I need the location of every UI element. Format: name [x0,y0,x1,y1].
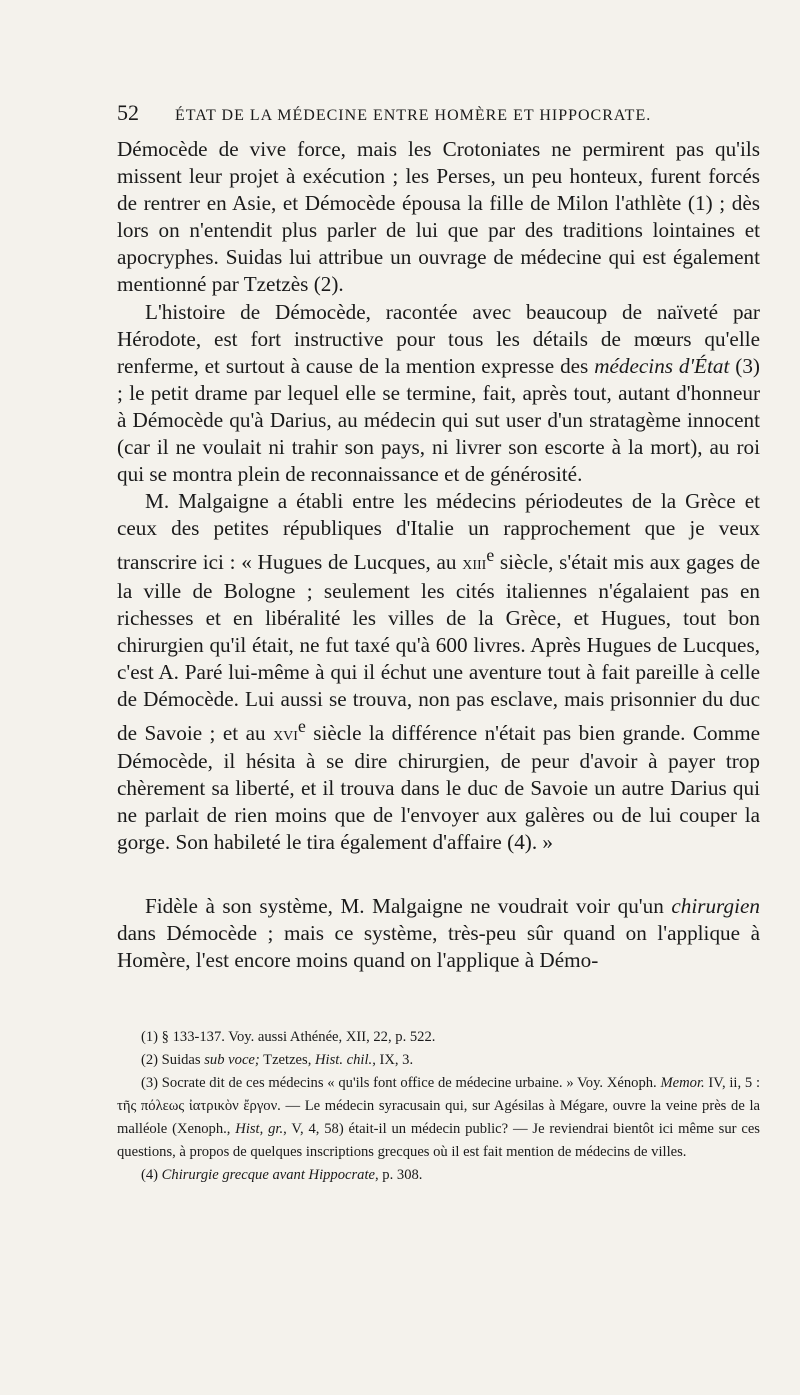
footnote-3-italic-2: Hist, gr. [235,1120,284,1137]
paragraph-4-text-a: Fidèle à son système, M. Malgaigne ne voudrait voir qu'un [145,893,672,918]
footnotes [117,1026,760,1187]
paragraph-4-italic: chirurgien [671,893,760,918]
page-number: 52 [117,100,139,125]
running-title: ÉTAT DE LA MÉDECINE ENTRE HOMÈRE ET HIPPOCRATE. [175,107,652,124]
footnote-3 [117,1072,760,1164]
footnote-4 [117,1164,760,1187]
footnote-1: (1) § 133-137. Voy. aussi Athénée, XII, 22, p. 522. [141,1028,436,1045]
paragraph-3-text-b: siècle, s'était mis aux gages de la ville de Bologne ; seulement les cités italiennes n'égalaient pas en richesses et en libéralité les villes de la Grèce, et Hugues, tout bon chirurgien qu'il était, ne fut taxé qu'à 600 livres. Après Hugues de Lucques, c'est A. Paré lui-même à qui il échut une aventure tout à fait pareille à celle de Démocède. Lui aussi se trouva, non pas esclave, mais prisonnier du duc de Savoie ; et au [117,550,760,746]
paragraph-2-italic: médecins d'État [594,353,730,378]
body-text [117,136,760,974]
footnote-3-text-b: IV, ii, 5 : τῆς πόλεως ἰατρικὸν ἔργον. — Le médecin syracusain qui, sur Agésilas à Mégare, ouvre la veine près de la malléole (Xenoph., [117,1074,760,1137]
paragraph-4-text-b: dans Démocède ; mais ce système, très-peu sûr quand on l'applique à Homère, l'est encore moins quand on l'applique à Démo- [117,920,760,972]
footnote-4-text-a: (4) [141,1166,162,1183]
footnote-4-text-b: , p. 308. [375,1166,423,1183]
footnote-2 [117,1049,760,1072]
footnote-3-text-a: (3) Socrate dit de ces médecins « qu'ils font office de médecine urbaine. » Voy. Xénoph. [141,1074,661,1091]
footnote-2-italic-1: sub voce; [204,1051,260,1068]
century-sup-13: e [486,545,495,566]
footnote-3-text-c: , V, 4, 58) était-il un médecin public? — Je reviendrai bientôt ici même sur ces questions, à propos de quelques inscriptions grecques où il est fait mention de médecins de villes. [117,1120,760,1160]
footnote-2-text-a: (2) Suidas [141,1051,205,1068]
paragraph-4 [117,893,760,974]
paragraph-2 [117,299,760,489]
running-head [117,100,760,126]
footnote-2-text-b: Tzetzes, [259,1051,316,1068]
paragraph-1 [117,136,760,299]
paragraph-2-text-a: L'histoire de Démocède, racontée avec beaucoup de naïveté par Hérodote, est fort instructive pour tous les détails de mœurs qu'elle renferme, et surtout à cause de la mention expresse des [117,299,760,378]
century-sup-16: e [297,716,306,737]
footnote-2-text-c: , IX, 3. [372,1051,414,1068]
century-numeral-13: xiii [462,553,487,575]
paragraph-3-text-c: siècle la différence n'était pas bien grande. Comme Démocède, il hésita à se dire chirurgien, de peur d'avoir à payer trop chèrement sa liberté, et il trouva dans le duc de Savoie un autre Darius qui ne parlait de rien moins que de l'envoyer aux galères ou de lui couper la gorge. Son habileté le tira également d'affaire (4). » [117,721,760,855]
paragraph-2-text-b: (3) ; le petit drame par lequel elle se termine, fait, après tout, autant d'honneur à Démocède qu'à Darius, au médecin qui sut user d'un stratagème innocent (car il ne voulait ni trahir son pays, ni livrer son escorte à la mort), au roi qui se montra plein de reconnaissance et de générosité. [117,353,760,487]
century-numeral-16: xvi [273,724,298,746]
paragraph-3 [117,488,760,856]
footnote-3-italic-1: Memor. [660,1074,705,1091]
paragraph-1-text: Démocède de vive force, mais les Crotoniates ne permirent pas qu'ils missent leur projet à exécution ; les Perses, un peu honteux, furent forcés de rentrer en Asie, et Démocède épousa la fille de Milon l'athlète (1) ; dès lors on n'entendit plus parler de lui que par des traditions lointaines et apocryphes. Suidas lui attribue un ouvrage de médecine qui est également mentionné par Tzetzès (2). [117,137,760,297]
footnote-2-italic-2: Hist. chil. [315,1051,373,1068]
footnote-4-italic: Chirurgie grecque avant Hippocrate [161,1166,375,1183]
paragraph-3-text-a: M. Malgaigne a établi entre les médecins périodeutes de la Grèce et ceux des petites républiques d'Italie un rapprochement que je veux transcrire ici : « Hugues de Lucques, au [117,489,760,575]
